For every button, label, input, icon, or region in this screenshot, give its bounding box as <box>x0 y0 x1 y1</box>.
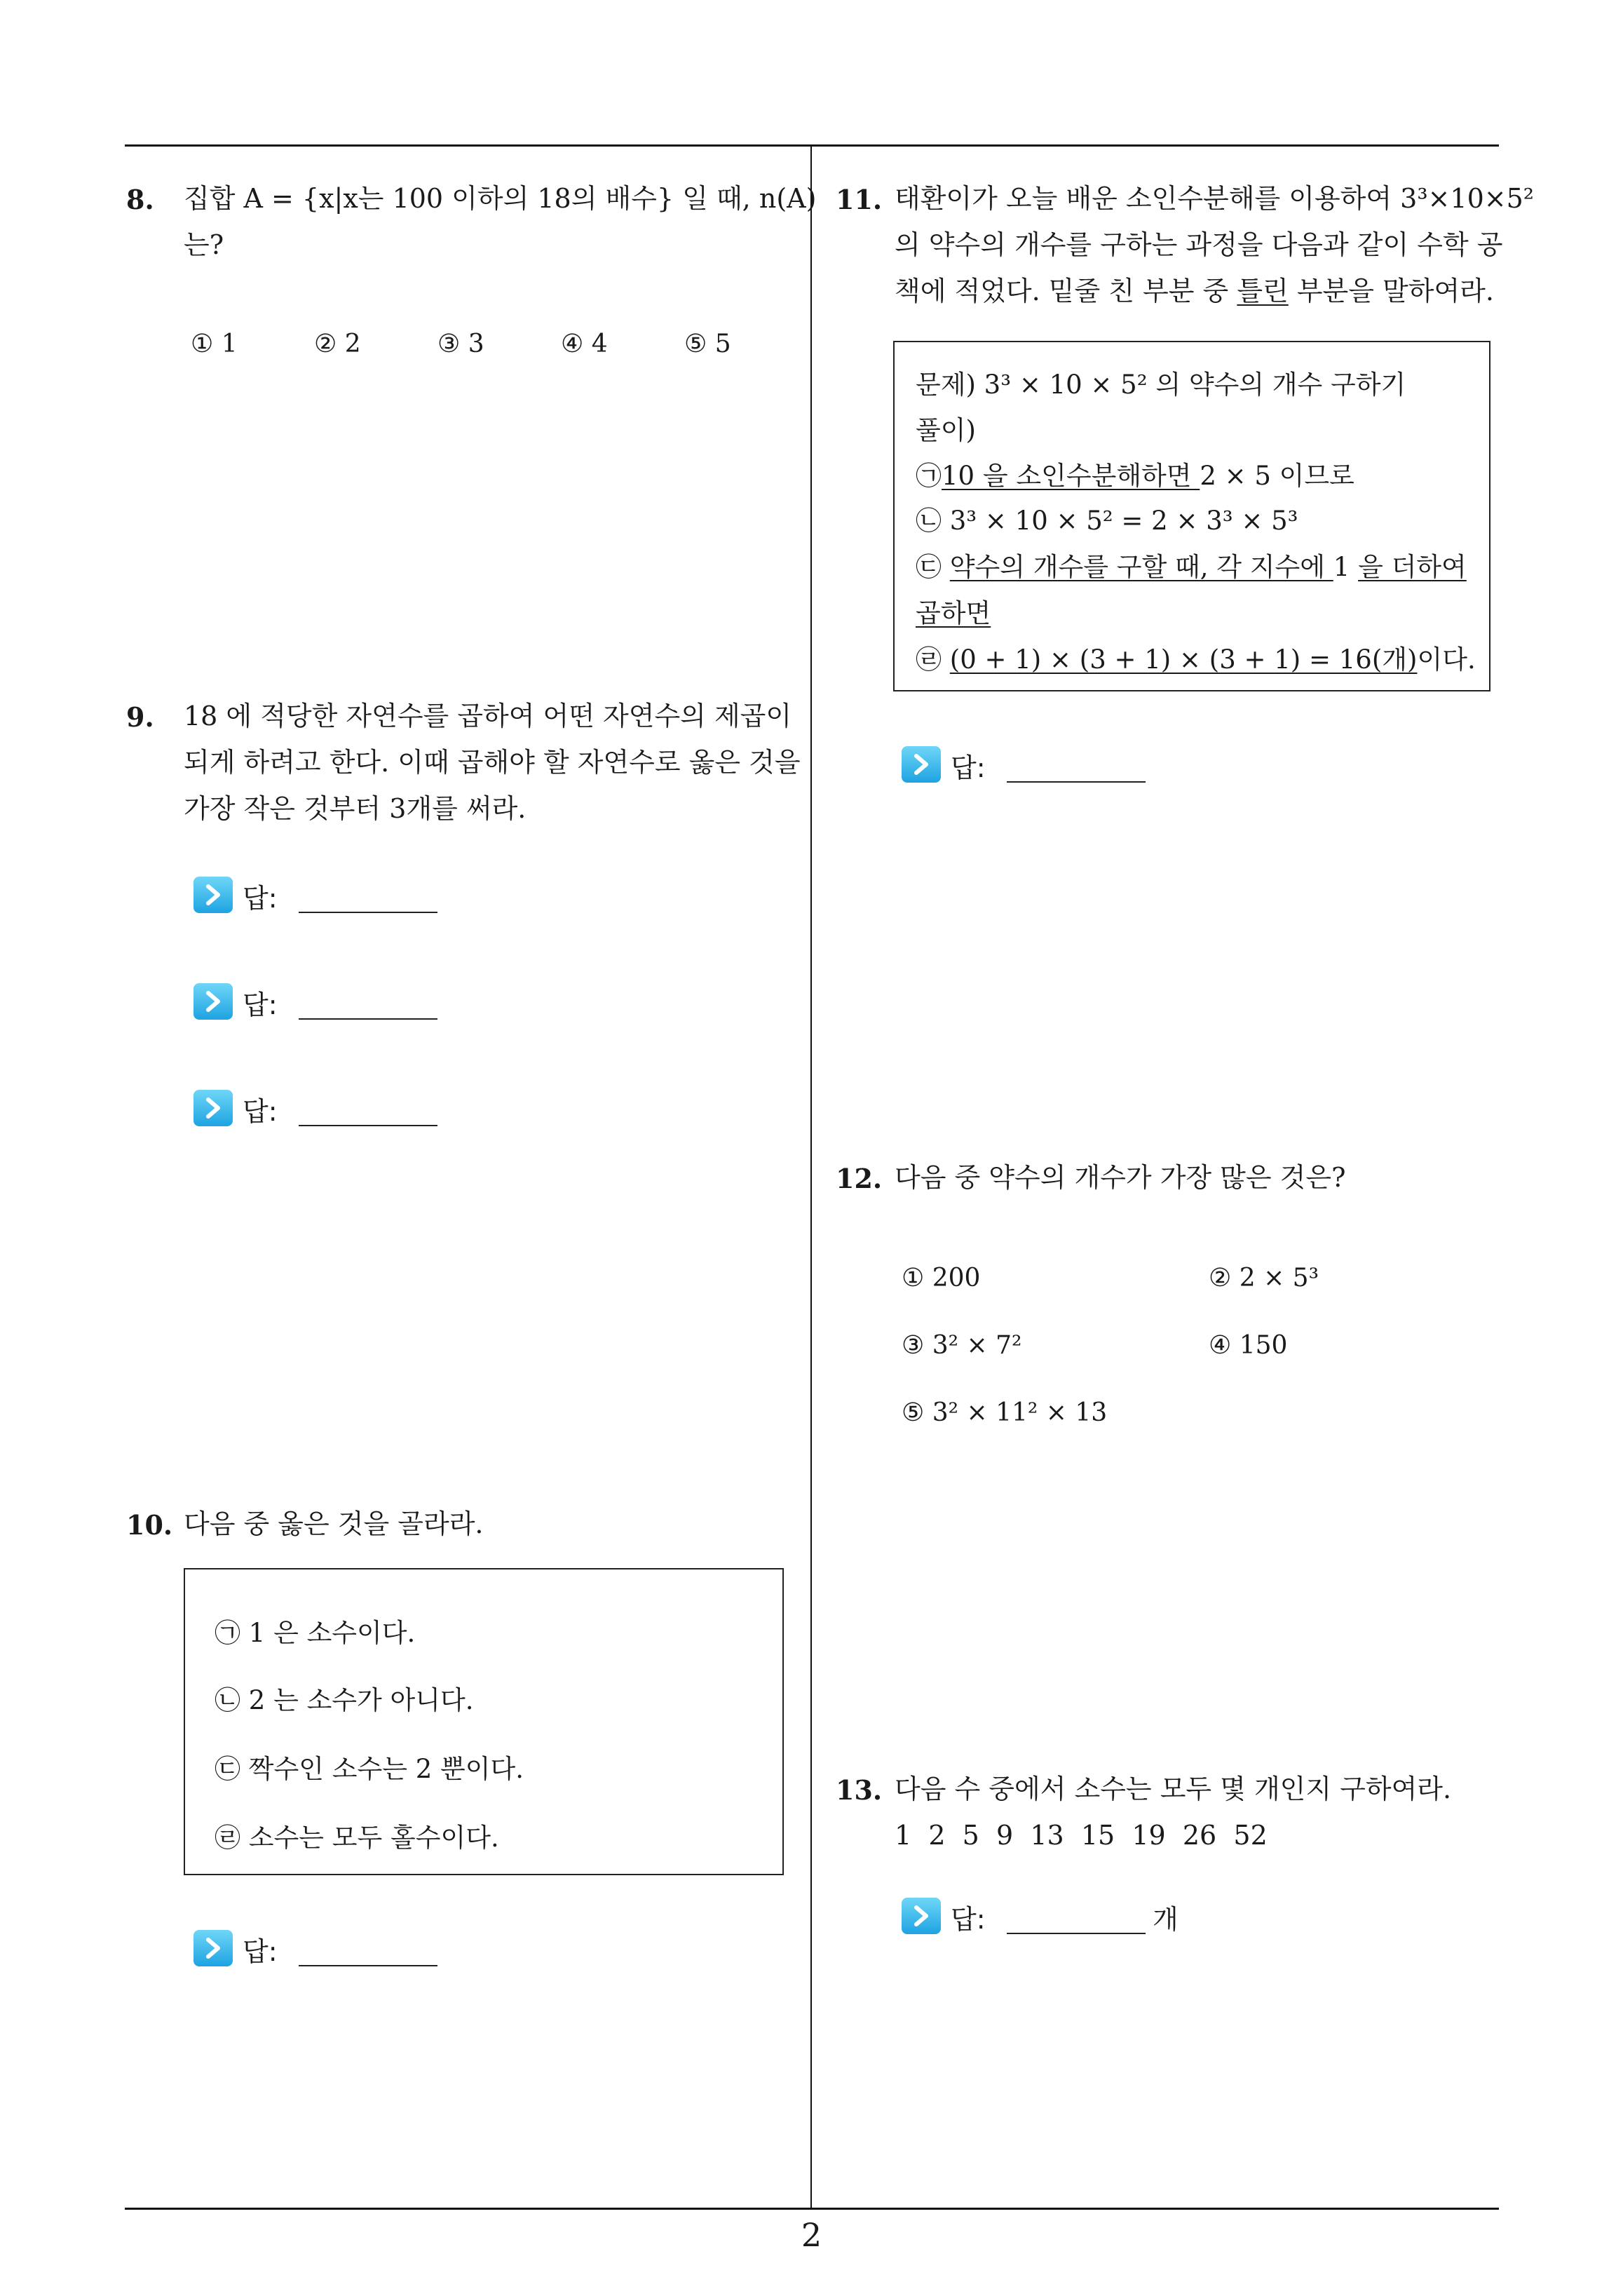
choice-4[interactable]: ④ 4 <box>561 330 608 358</box>
answer-field[interactable] <box>902 1896 1210 1936</box>
solution-box <box>893 341 1490 691</box>
question-number: 10. <box>126 1509 173 1541</box>
chevron-right-icon <box>193 877 233 913</box>
question-number: 13. <box>836 1774 883 1806</box>
question-text: 되게 하려고 한다. 이때 곱해야 할 자연수로 옳은 것을 <box>184 747 801 778</box>
chevron-right-icon <box>902 746 941 783</box>
column-divider <box>810 144 812 2209</box>
question-text: 집합 A = {x|x는 100 이하의 18의 배수} 일 때, n(A) <box>184 183 817 214</box>
number-list: 1 2 5 9 13 15 19 26 52 <box>895 1820 1268 1851</box>
answer-blank[interactable] <box>299 1018 437 1020</box>
answer-field-2[interactable] <box>193 982 474 1021</box>
top-rule <box>125 144 1499 147</box>
choice-1[interactable]: ① 200 <box>902 1264 981 1292</box>
statement-item: ㉣ 소수는 모두 홀수이다. <box>215 1823 499 1853</box>
question-number: 11. <box>836 184 883 215</box>
bottom-rule <box>125 2208 1499 2210</box>
solution-line: ㉣ (0 + 1) × (3 + 1) × (3 + 1) = 16(개)이다. <box>916 644 1476 675</box>
question-text: 는? <box>184 229 224 260</box>
choice-1[interactable]: ① 1 <box>191 330 238 358</box>
answer-field[interactable] <box>193 1929 474 1968</box>
chevron-right-icon <box>193 1930 233 1966</box>
question-text: 의 약수의 개수를 구하는 과정을 다음과 같이 수학 공 <box>895 229 1503 260</box>
choice-4[interactable]: ④ 150 <box>1209 1331 1288 1360</box>
answer-blank[interactable] <box>1007 1933 1146 1934</box>
question-number: 12. <box>836 1163 883 1194</box>
answer-label: 답: <box>243 1936 278 1967</box>
answer-unit: 개 <box>1153 1904 1179 1935</box>
choice-5[interactable]: ⑤ 3² × 11² × 13 <box>902 1398 1108 1427</box>
answer-field-3[interactable] <box>193 1088 474 1128</box>
chevron-right-icon <box>902 1898 941 1934</box>
choice-5[interactable]: ⑤ 5 <box>684 330 731 358</box>
choice-3[interactable]: ③ 3² × 7² <box>902 1331 1022 1360</box>
answer-blank[interactable] <box>1007 781 1146 783</box>
solution-line: 문제) 3³ × 10 × 5² 의 약수의 개수 구하기 <box>916 370 1406 400</box>
answer-blank[interactable] <box>299 912 437 913</box>
choice-2[interactable]: ② 2 × 5³ <box>1209 1264 1319 1292</box>
page-number: 2 <box>801 2216 822 2254</box>
answer-field[interactable] <box>902 745 1182 784</box>
statement-item: ㉡ 2 는 소수가 아니다. <box>215 1685 474 1715</box>
choice-2[interactable]: ② 2 <box>314 330 361 358</box>
statement-item: ㉠ 1 은 소수이다. <box>215 1618 416 1648</box>
solution-line: ㉠10 을 소인수분해하면 2 × 5 이므로 <box>916 461 1354 491</box>
answer-field-1[interactable] <box>193 875 474 914</box>
solution-line: 곱하면 <box>916 598 991 628</box>
choice-3[interactable]: ③ 3 <box>437 330 484 358</box>
chevron-right-icon <box>193 1090 233 1126</box>
solution-line: ㉢ 약수의 개수를 구할 때, 각 지수에 1 을 더하여 <box>916 552 1467 582</box>
answer-blank[interactable] <box>299 1125 437 1126</box>
statement-item: ㉢ 짝수인 소수는 2 뿐이다. <box>215 1754 524 1784</box>
question-text: 18 에 적당한 자연수를 곱하여 어떤 자연수의 제곱이 <box>184 701 792 731</box>
question-text: 다음 중 약수의 개수가 가장 많은 것은? <box>895 1162 1346 1193</box>
solution-line: ㉡ 3³ × 10 × 5² = 2 × 3³ × 5³ <box>916 506 1298 536</box>
question-text: 다음 중 옳은 것을 골라라. <box>184 1508 484 1539</box>
question-text: 태환이가 오늘 배운 소인수분해를 이용하여 3³×10×5² <box>895 183 1534 214</box>
statement-box <box>184 1568 784 1875</box>
question-number: 9. <box>126 701 154 733</box>
answer-label: 답: <box>951 1904 986 1935</box>
question-text: 가장 작은 것부터 3개를 써라. <box>184 793 527 824</box>
answer-blank[interactable] <box>299 1965 437 1966</box>
answer-label: 답: <box>951 752 986 783</box>
question-text: 책에 적었다. 밑줄 친 부분 중 틀린 부분을 말하여라. <box>895 276 1494 306</box>
question-text: 다음 수 중에서 소수는 모두 몇 개인지 구하여라. <box>895 1774 1452 1804</box>
answer-label: 답: <box>243 883 278 914</box>
question-number: 8. <box>126 184 154 215</box>
solution-line: 풀이) <box>916 415 976 445</box>
chevron-right-icon <box>193 983 233 1020</box>
answer-label: 답: <box>243 1096 278 1127</box>
answer-label: 답: <box>243 990 278 1020</box>
